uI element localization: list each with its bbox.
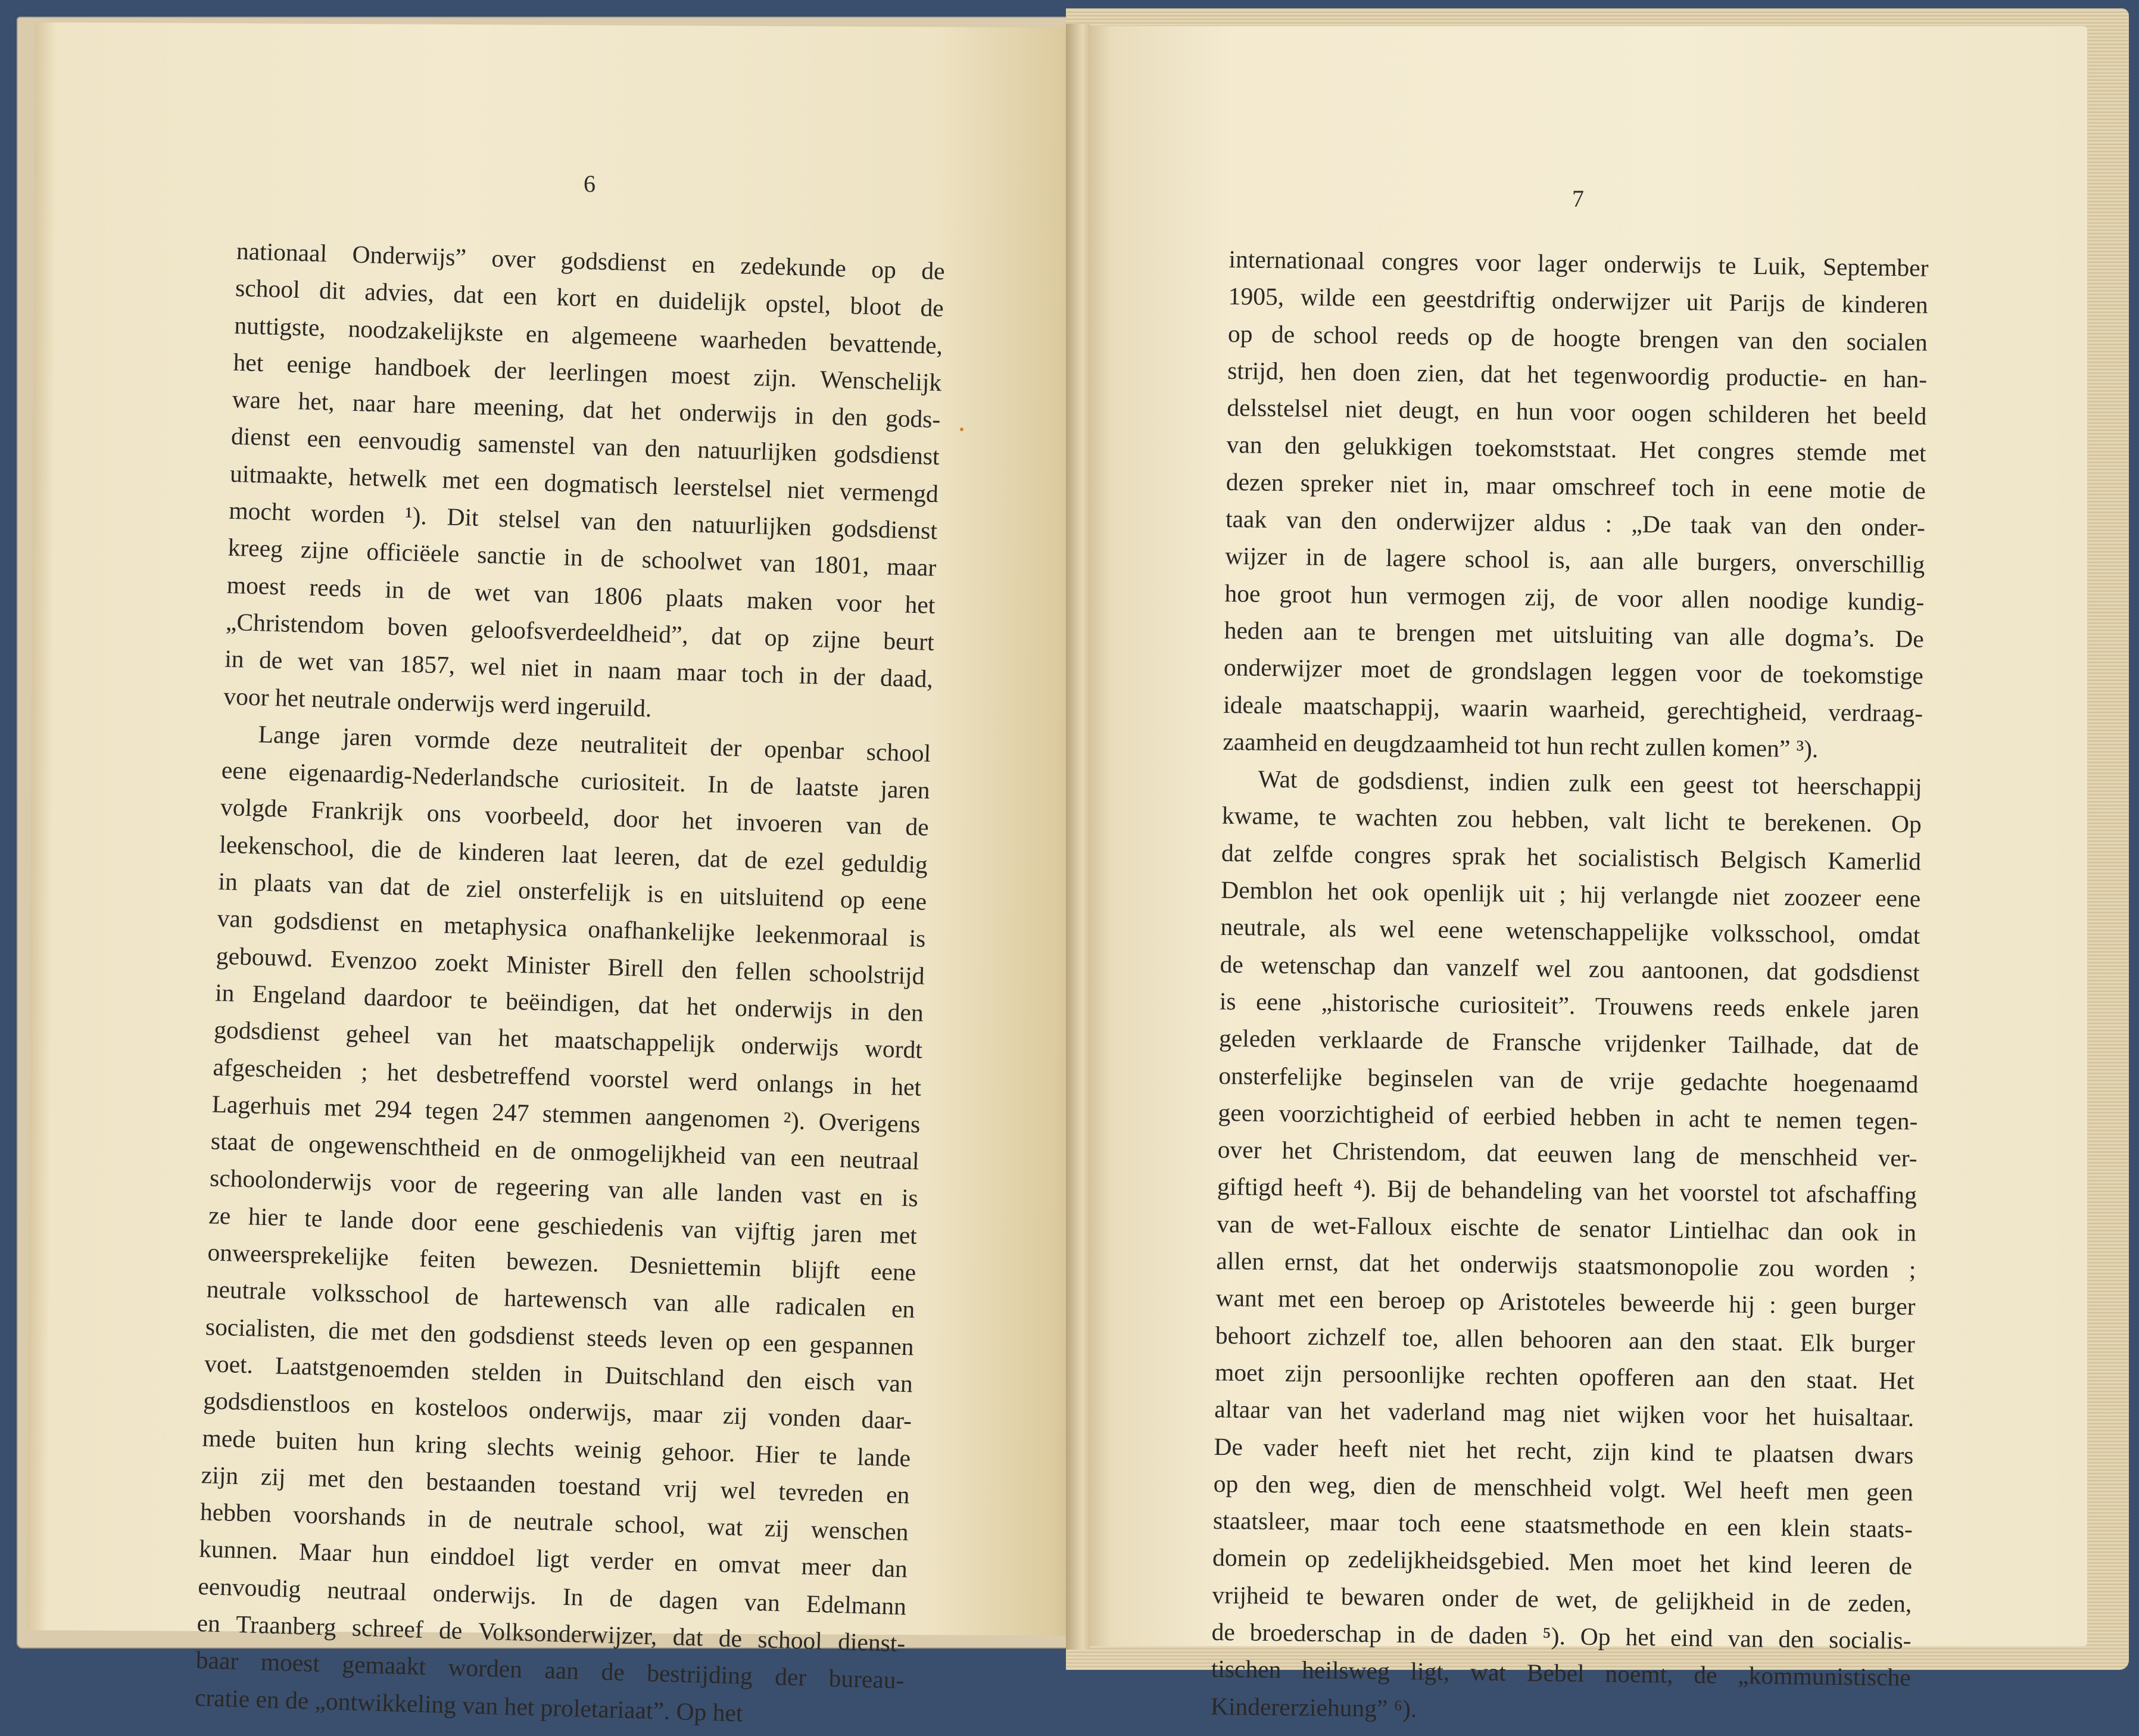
text-line: allen ernst, dat het onderwijs staatsmonopolie zou worden ; <box>1216 1246 1916 1283</box>
book-gutter <box>1066 24 1090 1650</box>
text-line: godsdienstloos en kosteloos onderwijs, maar zij vonden daar- <box>202 1386 912 1435</box>
text-line: in Engeland daardoor te beëindigen, dat het onderwijs in den <box>214 978 924 1027</box>
text-line: De vader heeft niet het recht, zijn kind te plaatsen dwars <box>1214 1432 1914 1469</box>
left-page-number: 6 <box>584 170 596 197</box>
text-line: socialisten, die met den godsdienst steeds leven op een gespannen <box>205 1312 915 1361</box>
text-line: de wetenschap dan vanzelf wel zou aantoonen, dat godsdienst <box>1220 950 1920 987</box>
text-line: school dit advies, dat een kort en duidelijk opstel, bloot de <box>235 274 944 322</box>
text-line: dezen spreker niet in, maar omschreef toch in eene motie de <box>1226 467 1926 504</box>
text-line: van den gelukkigen toekomststaat. Het congres stemde met <box>1226 431 1926 467</box>
text-line: ze hier te lande door eene geschiedenis van vijftig jaren met <box>208 1201 918 1249</box>
text-line: vrijheid te bewaren onder de wet, de gelijkheid in de zeden, <box>1212 1581 1912 1617</box>
text-line: van godsdienst en metaphysica onafhankelijke leekenmoraal is <box>217 904 926 953</box>
text-line: tischen heilsweg ligt, wat Bebel noemt, de „kommunistische <box>1211 1655 1912 1691</box>
text-line: nuttigste, noodzakelijkste en algemeene waarheden bevattende, <box>233 311 943 359</box>
text-line: op de school reeds op de hoogte brengen van den socialen <box>1227 319 1928 356</box>
text-line: wijzer in de lagere school is, aan alle burgers, onverschillig <box>1225 542 1925 579</box>
text-line: Demblon het ook openlijk uit ; hij verlangde niet zoozeer eene <box>1221 875 1921 912</box>
text-line: staatsleer, maar toch eene staatsmethode en een klein staats- <box>1212 1506 1913 1543</box>
text-line: staat de ongewenschtheid en de onmogelijkheid van een neutraal <box>210 1127 920 1175</box>
text-line: taak van den onderwijzer aldus : „De taak van den onder- <box>1225 505 1926 541</box>
text-line: Lange jaren vormde deze neutraliteit der openbar school <box>258 720 931 767</box>
text-line: eenvoudig neutraal onderwijs. In de dagen van Edelmann <box>197 1572 907 1620</box>
text-line: kunnen. Maar hun einddoel ligt verder en omvat meer dan <box>198 1535 908 1583</box>
text-line: dat zelfde congres sprak het socialistisch Belgisch Kamerlid <box>1221 839 1922 875</box>
left-page-text <box>194 232 945 1736</box>
text-line: voor het neutrale onderwijs werd ingeruild. <box>223 682 653 722</box>
text-line: baar moest gemaakt worden aan de bestrijding der bureau- <box>195 1646 905 1694</box>
text-line: is eene „historische curiositeit”. Trouwens reeds enkele jaren <box>1219 987 1920 1024</box>
text-line: onsterfelijke beginselen van de vrije gedachte hoegenaamd <box>1218 1061 1919 1098</box>
text-line: eene eigenaardig-Nederlandsche curiositeit. In de laatste jaren <box>221 756 931 805</box>
text-line: geen voorzichtigheid of eerbied hebben in acht te nemen tegen- <box>1218 1098 1918 1135</box>
text-line: strijd, hen doen zien, dat het tegenwoordig productie- en han- <box>1227 356 1928 393</box>
text-line: en Traanberg schreef de Volksonderwijzer, dat de school dienst- <box>197 1609 906 1657</box>
paper-speck <box>960 428 964 431</box>
right-page-number: 7 <box>1572 185 1585 212</box>
text-line: mede buiten hun kring slechts weinig gehoor. Hier te lande <box>202 1423 911 1472</box>
text-line: ware het, naar hare meening, dat het onderwijs in den gods- <box>232 385 941 434</box>
text-line: over het Christendom, dat eeuwen lang de menschheid ver- <box>1217 1136 1917 1172</box>
text-line: dienst een eenvoudig samenstel van den natuurlijken godsdienst <box>230 422 940 470</box>
text-line: domein op zedelijkheidsgebied. Men moet het kind leeren de <box>1212 1544 1913 1580</box>
text-line: kreeg zijne officiëele sanctie in de schoolwet van 1801, maar <box>227 534 937 582</box>
text-line: Wat de godsdienst, indien zulk een geest tot heerschappij <box>1258 765 1922 801</box>
text-line: „Christendom boven geloofsverdeeldheid”, dat op zijne beurt <box>225 607 935 656</box>
text-line: godsdienst geheel van het maatschappelijk onderwijs wordt <box>213 1015 923 1064</box>
text-line: nationaal Onderwijs” over godsdienst en zedekunde op de <box>236 236 946 285</box>
text-line: onderwijzer moet de grondslagen leggen voor de toekomstige <box>1223 653 1924 690</box>
right-page-text <box>1211 241 1929 1733</box>
text-line: altaar van het vaderland mag niet wijken voor het huisaltaar. <box>1214 1395 1915 1432</box>
text-line: moest reeds in de wet van 1806 plaats maken voor het <box>226 571 936 619</box>
text-line: op den weg, dien de menschheid volgt. Wel heeft men geen <box>1213 1469 1913 1506</box>
text-line: in plaats van dat de ziel onsterfelijk is en uitsluitend op eene <box>217 867 927 915</box>
text-line: de broederschap in de daden ⁵). Op het eind van den socialis- <box>1211 1617 1912 1654</box>
text-line: onweersprekelijke feiten bewezen. Desniettemin blijft eene <box>207 1238 916 1286</box>
text-line: hebben voorshands in de neutrale school, wat zij wenschen <box>199 1498 909 1546</box>
text-line: internationaal congres voor lager onderwijs te Luik, September <box>1228 245 1929 282</box>
text-line: delsstelsel niet deugt, en hun voor oogen schilderen het beeld <box>1227 394 1927 430</box>
text-line: cratie en de „ontwikkeling van het proletariaat”. Op het <box>194 1683 744 1727</box>
text-line: volgde Frankrijk ons voorbeeld, door het invoeren van de <box>220 793 930 841</box>
text-line: neutrale, als wel eene wetenschappelijke volksschool, omdat <box>1220 913 1920 950</box>
text-line: zaamheid en deugdzaamheid tot hun recht zullen komen” ³). <box>1223 727 1819 763</box>
text-line: hoe groot hun vermogen zij, de voor allen noodige kundig- <box>1224 579 1925 616</box>
text-line: want met een beroep op Aristoteles beweerde hij : geen burger <box>1215 1284 1916 1320</box>
text-line: neutrale volksschool de hartewensch van alle radicalen en <box>206 1275 915 1323</box>
text-line: in de wet van 1857, wel niet in naam maar toch in der daad, <box>224 644 934 693</box>
text-line: uitmaakte, hetwelk met een dogmatisch leerstelsel niet vermengd <box>229 459 939 507</box>
text-line: 1905, wilde een geestdriftig onderwijzer uit Parijs de kinderen <box>1228 282 1928 319</box>
text-line: voet. Laatstgenoemden stelden in Duitschland den eisch van <box>204 1349 913 1398</box>
text-line: van de wet-Falloux eischte de senator Lintielhac dan ook in <box>1216 1210 1917 1246</box>
text-line: kwame, te wachten zou hebben, valt licht te berekenen. Op <box>1221 802 1922 839</box>
text-line: geleden verklaarde de Fransche vrijdenker Tailhade, dat de <box>1218 1024 1919 1061</box>
text-line: giftigd heeft ⁴). Bij de behandeling van het voorstel tot afschaffing <box>1217 1173 1917 1210</box>
text-line: ideale maatschappij, waarin waarheid, gerechtigheid, verdraag- <box>1223 690 1923 727</box>
text-line: mocht worden ¹). Dit stelsel van den natuurlijken godsdienst <box>228 496 938 545</box>
text-line: leekenschool, die de kinderen laat leeren, dat de ezel geduldig <box>219 830 928 878</box>
text-line: afgescheiden ; het desbetreffend voorstel werd onlangs in het <box>212 1052 922 1101</box>
text-line: Lagerhuis met 294 tegen 247 stemmen aangenomen ²). Overigens <box>211 1090 921 1138</box>
text-line: moet zijn persoonlijke rechten opofferen aan den staat. Het <box>1214 1358 1915 1395</box>
text-line: schoolonderwijs voor de regeering van alle landen vast en is <box>209 1164 919 1213</box>
text-line: gebouwd. Evenzoo zoekt Minister Birell den fellen schoolstrijd <box>216 942 925 990</box>
text-line: het eenige handboek der leerlingen moest zijn. Wenschelijk <box>233 348 942 397</box>
text-line: zijn zij met den bestaanden toestand vrij wel tevreden en <box>201 1460 911 1509</box>
text-line: Kindererziehung” ⁶). <box>1210 1692 1417 1722</box>
text-line: heden aan te brengen met uitsluiting van alle dogma’s. De <box>1224 616 1924 653</box>
text-line: behoort zichzelf toe, allen behooren aan den staat. Elk burger <box>1215 1321 1916 1358</box>
